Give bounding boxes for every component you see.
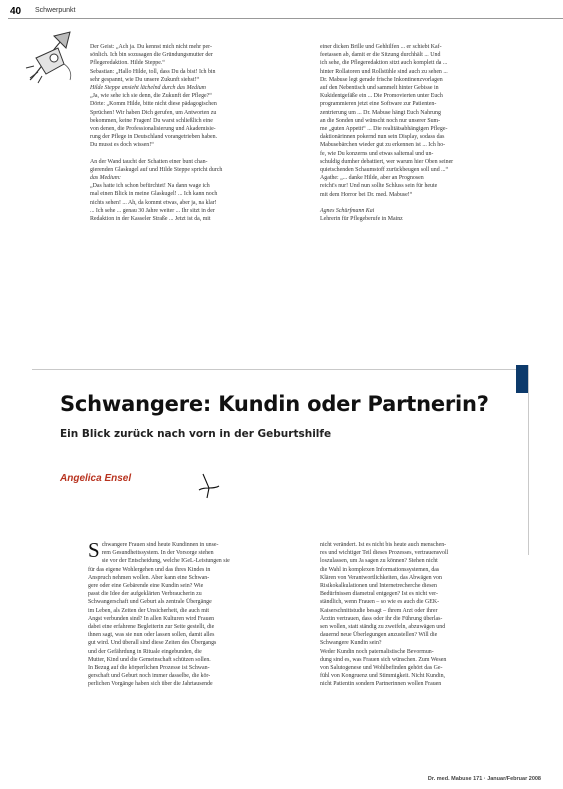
- text-line: [90, 150, 298, 158]
- text-line: rem Gesundheitssystem. In der Vorsorge stehen: [101, 550, 214, 557]
- text-line: loszulassen, um Ja sagen zu können? Stehen nicht: [320, 558, 438, 565]
- text-line: ... Ich sehe ... genau 30 Jahre weiter ... Ihr sitzt in der: [90, 207, 215, 214]
- text-line: Dr. Mabuse legt gerade frische Inkontinenzvorlagen: [320, 76, 443, 83]
- text-line: Schwangere Kundin sein?: [320, 640, 382, 647]
- text-line: das Medium:: [90, 175, 121, 182]
- text-line: [320, 199, 528, 207]
- text-line: dabei eine erfahrene Begleiterin zur Seite gestellt, die: [88, 624, 215, 631]
- text-line: Schwangerschaft und Geburt als zentrale Übergänge: [88, 599, 212, 606]
- text-line: von Salutogenese und Wohlbefinden gehört das Ge-: [320, 665, 443, 672]
- text-line: Der Geist: „Ach ja. Du kennst mich nicht mehr per-: [90, 44, 212, 50]
- text-line: und der Gefährdung in Rituale eingebunden, die: [88, 648, 202, 655]
- text-line: Redaktion in der Kasseler Straße ... Jetzt ist da, mit: [90, 216, 211, 223]
- text-line: sie vor der Entscheidung, welche IGeL-Leistungen sie: [101, 558, 230, 565]
- article-author: Angelica Ensel: [60, 473, 132, 484]
- text-line: ständlich, wenn Frauen – so wie es auch die GEK-: [320, 599, 440, 606]
- section-divider: [32, 369, 516, 370]
- text-line: rung der Pflege in Deutschland vorangetrieben haben.: [90, 134, 218, 141]
- text-line: „Das hatte ich schon befürchtet! Na dann wage ich: [90, 183, 210, 190]
- text-line: nichts sehen! ... Ah, da kommt etwas, aber ja, na klar!: [90, 199, 217, 206]
- signature-flourish-icon: [197, 472, 221, 500]
- text-line: Ärztin vertrauen, dass oder ihr die Führung überlas-: [320, 615, 443, 622]
- text-line: programmieren jetzt eine Software zur Patienten-: [320, 101, 437, 108]
- text-line: Hilde Steppe ansieht lächelnd durch das Medium: [90, 85, 206, 92]
- text-column-1: [90, 43, 298, 223]
- text-line: schuldig dumher debattiert, wer warum hier Oben seiner: [320, 158, 454, 165]
- text-line: einer dicken Brille und Gehhilfen ... er schiebt Kaf-: [320, 44, 442, 50]
- rocket-illustration-icon: [24, 28, 78, 84]
- text-line: Anspruch nehmen wollen. Aber kann eine Schwan-: [88, 574, 210, 581]
- text-line: hinter Rollatoren und Rollstühle sind auch zu sehen ...: [320, 68, 448, 75]
- text-line: Klären von Verantwortlichkeiten, das Abwägen von: [320, 574, 442, 581]
- text-line: Mabusebärchen wieder gut zu erkennen ist ... Ich ho-: [320, 142, 446, 149]
- header-rule: [8, 18, 563, 19]
- text-line: gere oder eine Gebärende eine Kundin sein? Wie: [88, 583, 204, 590]
- text-line: sehr gespannt, wie Du unsere Zukunft siehst!“: [90, 76, 200, 83]
- text-line: Dörte: „Komm Hilde, bitte nicht diese pädagogischen: [90, 101, 217, 108]
- text-line: chwangere Frauen sind heute Kundinnen in unse-: [101, 542, 219, 548]
- text-line: gierenden Glaskugel auf und Hilde Steppe spricht durch: [90, 166, 223, 173]
- text-line: nicht verändert. Ist es nicht bis heute auch menschen-: [320, 542, 447, 548]
- text-line: im Leben, als Zeiten der Unsicherheit, die auch mit: [88, 607, 210, 614]
- text-line: An der Wand taucht der Schatten einer bunt chan-: [90, 158, 208, 165]
- text-line: an die Sonden und wünscht noch nur unserer Sum-: [320, 117, 441, 124]
- article-column-2: [320, 541, 528, 689]
- text-line: passt die Idee der aufgeklärten Verbraucherin zu: [88, 591, 202, 598]
- text-line: Kaiserschnittstudie besagt – ihrem Arzt oder ihrer: [320, 607, 438, 614]
- text-line: Risikokalkulationen und Internetrecherche diesen: [320, 583, 437, 590]
- drop-cap: S: [88, 538, 100, 562]
- text-line: Bedürfnissen diametral entgegen? Ist es nicht ver-: [320, 591, 438, 598]
- text-line: Agnes Schürfmann Kai: [320, 207, 375, 214]
- text-line: Sprüchen! Wir haben Dich gerufen, um Antworten zu: [90, 109, 217, 116]
- text-line: von denen, die Professionalisierung und Akademisie-: [90, 126, 216, 133]
- text-column-2: [320, 43, 528, 223]
- text-line: für das eigene Wohlergehen und das ihres Kindes in: [88, 566, 211, 573]
- text-line: sönlich. Ich bin sozusagen die Gründungsmutter der: [90, 52, 213, 59]
- text-line: fühl von Kongruenz und Stimmigkeit. Nicht Kundin,: [320, 673, 446, 680]
- text-line: Du musst es doch wissen!“: [90, 142, 154, 149]
- footer-citation: Dr. med. Mabuse 171 · Januar/Februar 2008: [427, 776, 541, 782]
- text-line: me „guten Appetit“ ... Die realitätsabhängigen Pflege-: [320, 126, 448, 133]
- text-line: bekommen, keine Fragen! Du warst schließlich eine: [90, 117, 213, 124]
- article-subtitle: Ein Blick zurück nach vorn in der Geburtshilfe: [60, 428, 332, 440]
- text-line: dung sind es, was Frauen sich wünschen. Zum Wesen: [320, 656, 447, 663]
- page-number: 40: [10, 6, 22, 17]
- text-line: Weder Kundin noch paternalistische Bevormun-: [320, 648, 434, 655]
- text-line: zentrierung um ... Dr. Mabuse hängt Euch Nahrung: [320, 109, 441, 116]
- text-line: gerschaft und Geburt noch immer dasselbe, die kör-: [88, 673, 211, 680]
- text-line: res und wichtiger Teil dieses Prozesses, vertrauensvoll: [320, 550, 449, 557]
- text-line: In Bezug auf die körperlichen Prozesse ist Schwan-: [88, 665, 210, 672]
- text-line: Lehrerin für Pflegeberufe in Mainz: [320, 216, 403, 223]
- text-line: sen wollen, statt ständig zu zweifeln, abzuwägen und: [320, 624, 446, 631]
- text-line: die Wahl in komplexen Informationssystemen, das: [320, 566, 440, 573]
- text-line: mit dem Horror bei Dr. med. Mabuse!“: [320, 191, 413, 198]
- text-line: perlichen Vorgänge haben sich über die Jahrtausende: [88, 681, 213, 688]
- text-line: daktionärinnen pokernd nun sein Display, sodass das: [320, 134, 445, 141]
- text-line: „Ja, wie sehe ich sie denn, die Zukunft der Pflege?“: [90, 93, 212, 100]
- text-line: nicht Patientin sondern Partnerinnen wollen Frauen: [320, 681, 442, 688]
- text-line: Kukidentgefäße ein ... Die Promovierten unter Euch: [320, 93, 443, 100]
- text-line: dauernd neue Überlegungen anzustellen? Will die: [320, 632, 438, 639]
- article-column-1: [88, 538, 296, 689]
- text-line: Sebastian: „Hallo Hilde, toll, dass Du da bist! Ich bin: [90, 68, 216, 75]
- text-line: Pflegeredaktion. Hilde Steppe.“: [90, 60, 165, 67]
- text-line: gut wird. Und überall sind diese Zeiten des Übergangs: [88, 640, 217, 647]
- text-line: Angst verbunden sind? In allen Kulturen wird Frauen: [88, 615, 215, 622]
- text-line: ihnen sagt, was sie nun oder lassen sollen, damit alles: [88, 632, 215, 639]
- text-line: reicht's nur! Und nun sollte Schluss sein für heute: [320, 183, 438, 190]
- text-line: quietschenden Schaumstoff zurückbeugen soll und ...“: [320, 167, 449, 174]
- text-line: feetassen ab, damit er die Sitzung durchhält ... Und: [320, 52, 441, 59]
- text-line: Agathe: „... danke Hilde, aber an Prognosen: [320, 175, 424, 182]
- text-line: Mutter, Kind und die Gemeinschaft schützen sollen.: [88, 656, 211, 663]
- text-line: fe, wie Du konzerns und etwas saltemal und un-: [320, 150, 434, 157]
- text-line: auf den Nebentisch und sammelt hinter Gebisse in: [320, 85, 439, 92]
- text-line: mal einen Blick in meine Glaskugel! ... Ich kann noch: [90, 191, 218, 198]
- text-line: ich sehe, die Pflegeredaktion sitzt auch komplett da ...: [320, 60, 448, 67]
- accent-rule: [528, 365, 529, 555]
- section-label: Schwerpunkt: [35, 7, 76, 14]
- article-title: Schwangere: Kundin oder Partnerin?: [60, 392, 489, 416]
